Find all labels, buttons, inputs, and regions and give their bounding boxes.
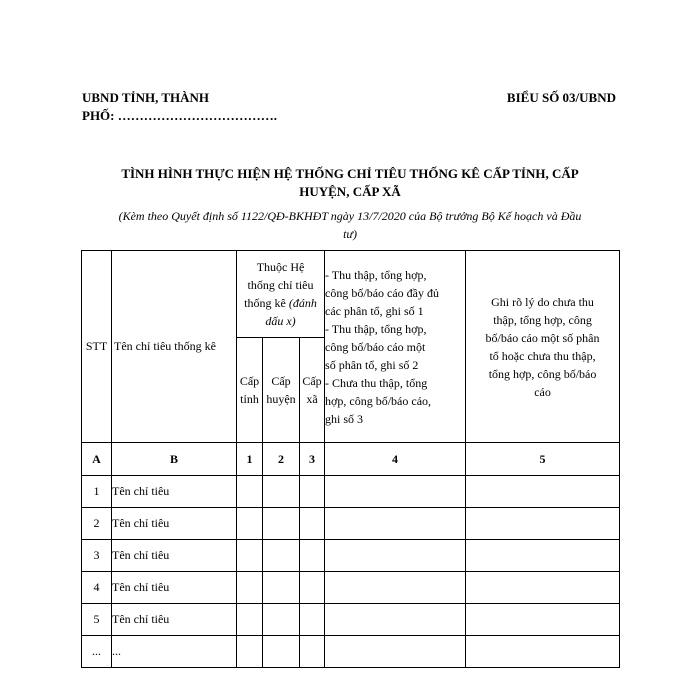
row-indicator-name: Tên chỉ tiêu <box>112 572 237 604</box>
collection-status-line: các phân tổ, ghi số 1 <box>325 303 424 318</box>
row-stt: ... <box>82 636 112 668</box>
row-stt: 2 <box>82 508 112 540</box>
cell-empty <box>325 508 466 540</box>
subtitle-line-1: (Kèm theo Quyết định số 1122/QĐ-BKHĐT ngày 13/7/2020 của Bộ trưởng Bộ Kế hoạch và Đầu <box>118 209 582 223</box>
cell-empty <box>466 508 620 540</box>
header-level-district: Cấp huyện <box>263 338 300 443</box>
table-row <box>82 508 620 540</box>
collection-status-line: - Thu thập, tổng hợp, <box>325 267 427 282</box>
reason-line: cáo <box>534 384 551 399</box>
cell-empty <box>263 604 300 636</box>
collection-status-line: - Thu thập, tổng hợp, <box>325 321 427 336</box>
table-header-row-1 <box>82 251 620 338</box>
column-label: B <box>112 443 237 476</box>
row-stt: 4 <box>82 572 112 604</box>
cell-empty <box>325 572 466 604</box>
cell-empty <box>237 604 263 636</box>
table-row <box>82 604 620 636</box>
collection-status-line: ghi số 3 <box>325 411 364 426</box>
cell-empty <box>466 604 620 636</box>
reason-line: tổ hoặc chưa thu thập, <box>489 348 596 363</box>
reason-line: tổng hợp, công bố/báo <box>488 366 597 381</box>
collection-status-line: công bố/báo cáo một <box>325 339 426 354</box>
cell-empty <box>300 572 325 604</box>
cell-empty <box>466 572 620 604</box>
column-label: 4 <box>325 443 466 476</box>
table-row <box>82 572 620 604</box>
row-indicator-name: Tên chỉ tiêu <box>112 604 237 636</box>
row-indicator-name: Tên chỉ tiêu <box>112 508 237 540</box>
collection-status-line: - Chưa thu thập, tổng <box>325 375 428 390</box>
table-row <box>82 636 620 668</box>
issuer-header <box>82 89 277 125</box>
cell-empty <box>263 476 300 508</box>
cell-empty <box>466 476 620 508</box>
header-stt: STT <box>82 251 112 443</box>
cell-empty <box>325 604 466 636</box>
header-indicator-name: Tên chỉ tiêu thống kê <box>112 251 237 443</box>
cell-empty <box>300 604 325 636</box>
subtitle-line-2: tư) <box>343 227 357 241</box>
column-label: 3 <box>300 443 325 476</box>
reason-line: bố/báo cáo một số phân <box>485 330 600 345</box>
column-label: 5 <box>466 443 620 476</box>
cell-empty <box>263 636 300 668</box>
column-label: 1 <box>237 443 263 476</box>
form-number: BIỂU SỐ 03/UBND <box>506 90 616 105</box>
row-stt: 3 <box>82 540 112 572</box>
column-label-row <box>82 443 620 476</box>
cell-empty <box>237 572 263 604</box>
header-level-commune: Cấp xã <box>300 338 325 443</box>
collection-status-line: hợp, công bố/báo cáo, <box>325 393 432 408</box>
row-stt: 1 <box>82 476 112 508</box>
reason-line: Ghi rõ lý do chưa thu <box>491 294 594 309</box>
collection-status-line: công bố/báo cáo đầy đủ <box>325 285 439 300</box>
row-indicator-name: Tên chỉ tiêu <box>112 540 237 572</box>
cell-empty <box>300 636 325 668</box>
cell-empty <box>237 508 263 540</box>
issuer-line-1: UBND TỈNH, THÀNH <box>82 90 210 105</box>
cell-empty <box>325 476 466 508</box>
column-label: 2 <box>263 443 300 476</box>
cell-empty <box>300 540 325 572</box>
header-level-province: Cấp tỉnh <box>237 338 263 443</box>
title-line-1: TÌNH HÌNH THỰC HIỆN HỆ THỐNG CHỈ TIÊU THỐNG KÊ CẤP TỈNH, CẤP <box>121 166 579 181</box>
column-label: A <box>82 443 112 476</box>
cell-empty <box>325 540 466 572</box>
cell-empty <box>263 508 300 540</box>
title-line-2: HUYỆN, CẤP XÃ <box>299 184 401 199</box>
cell-empty <box>263 572 300 604</box>
cell-empty <box>237 540 263 572</box>
cell-empty <box>237 636 263 668</box>
cell-empty <box>263 540 300 572</box>
row-indicator-name: Tên chỉ tiêu <box>112 476 237 508</box>
cell-empty <box>325 636 466 668</box>
collection-status-line: số phân tổ, ghi số 2 <box>325 357 419 372</box>
row-indicator-name: ... <box>112 636 237 668</box>
cell-empty <box>466 540 620 572</box>
cell-empty <box>237 476 263 508</box>
header-collection-status <box>325 251 466 443</box>
table-row <box>82 476 620 508</box>
cell-empty <box>300 508 325 540</box>
issuer-line-2: PHỐ: ………………………………. <box>82 108 277 123</box>
header-system-group: Thuộc Hệ thống chỉ tiêu thống kê (đánh dấu x) <box>237 251 325 338</box>
cell-empty <box>300 476 325 508</box>
indicator-table <box>81 250 620 668</box>
document-subtitle <box>82 207 618 243</box>
reason-line: thập, tổng hợp, công <box>493 312 592 327</box>
table-row <box>82 540 620 572</box>
row-stt: 5 <box>82 604 112 636</box>
cell-empty <box>466 636 620 668</box>
document-title <box>90 165 610 201</box>
header-reason <box>466 251 620 443</box>
